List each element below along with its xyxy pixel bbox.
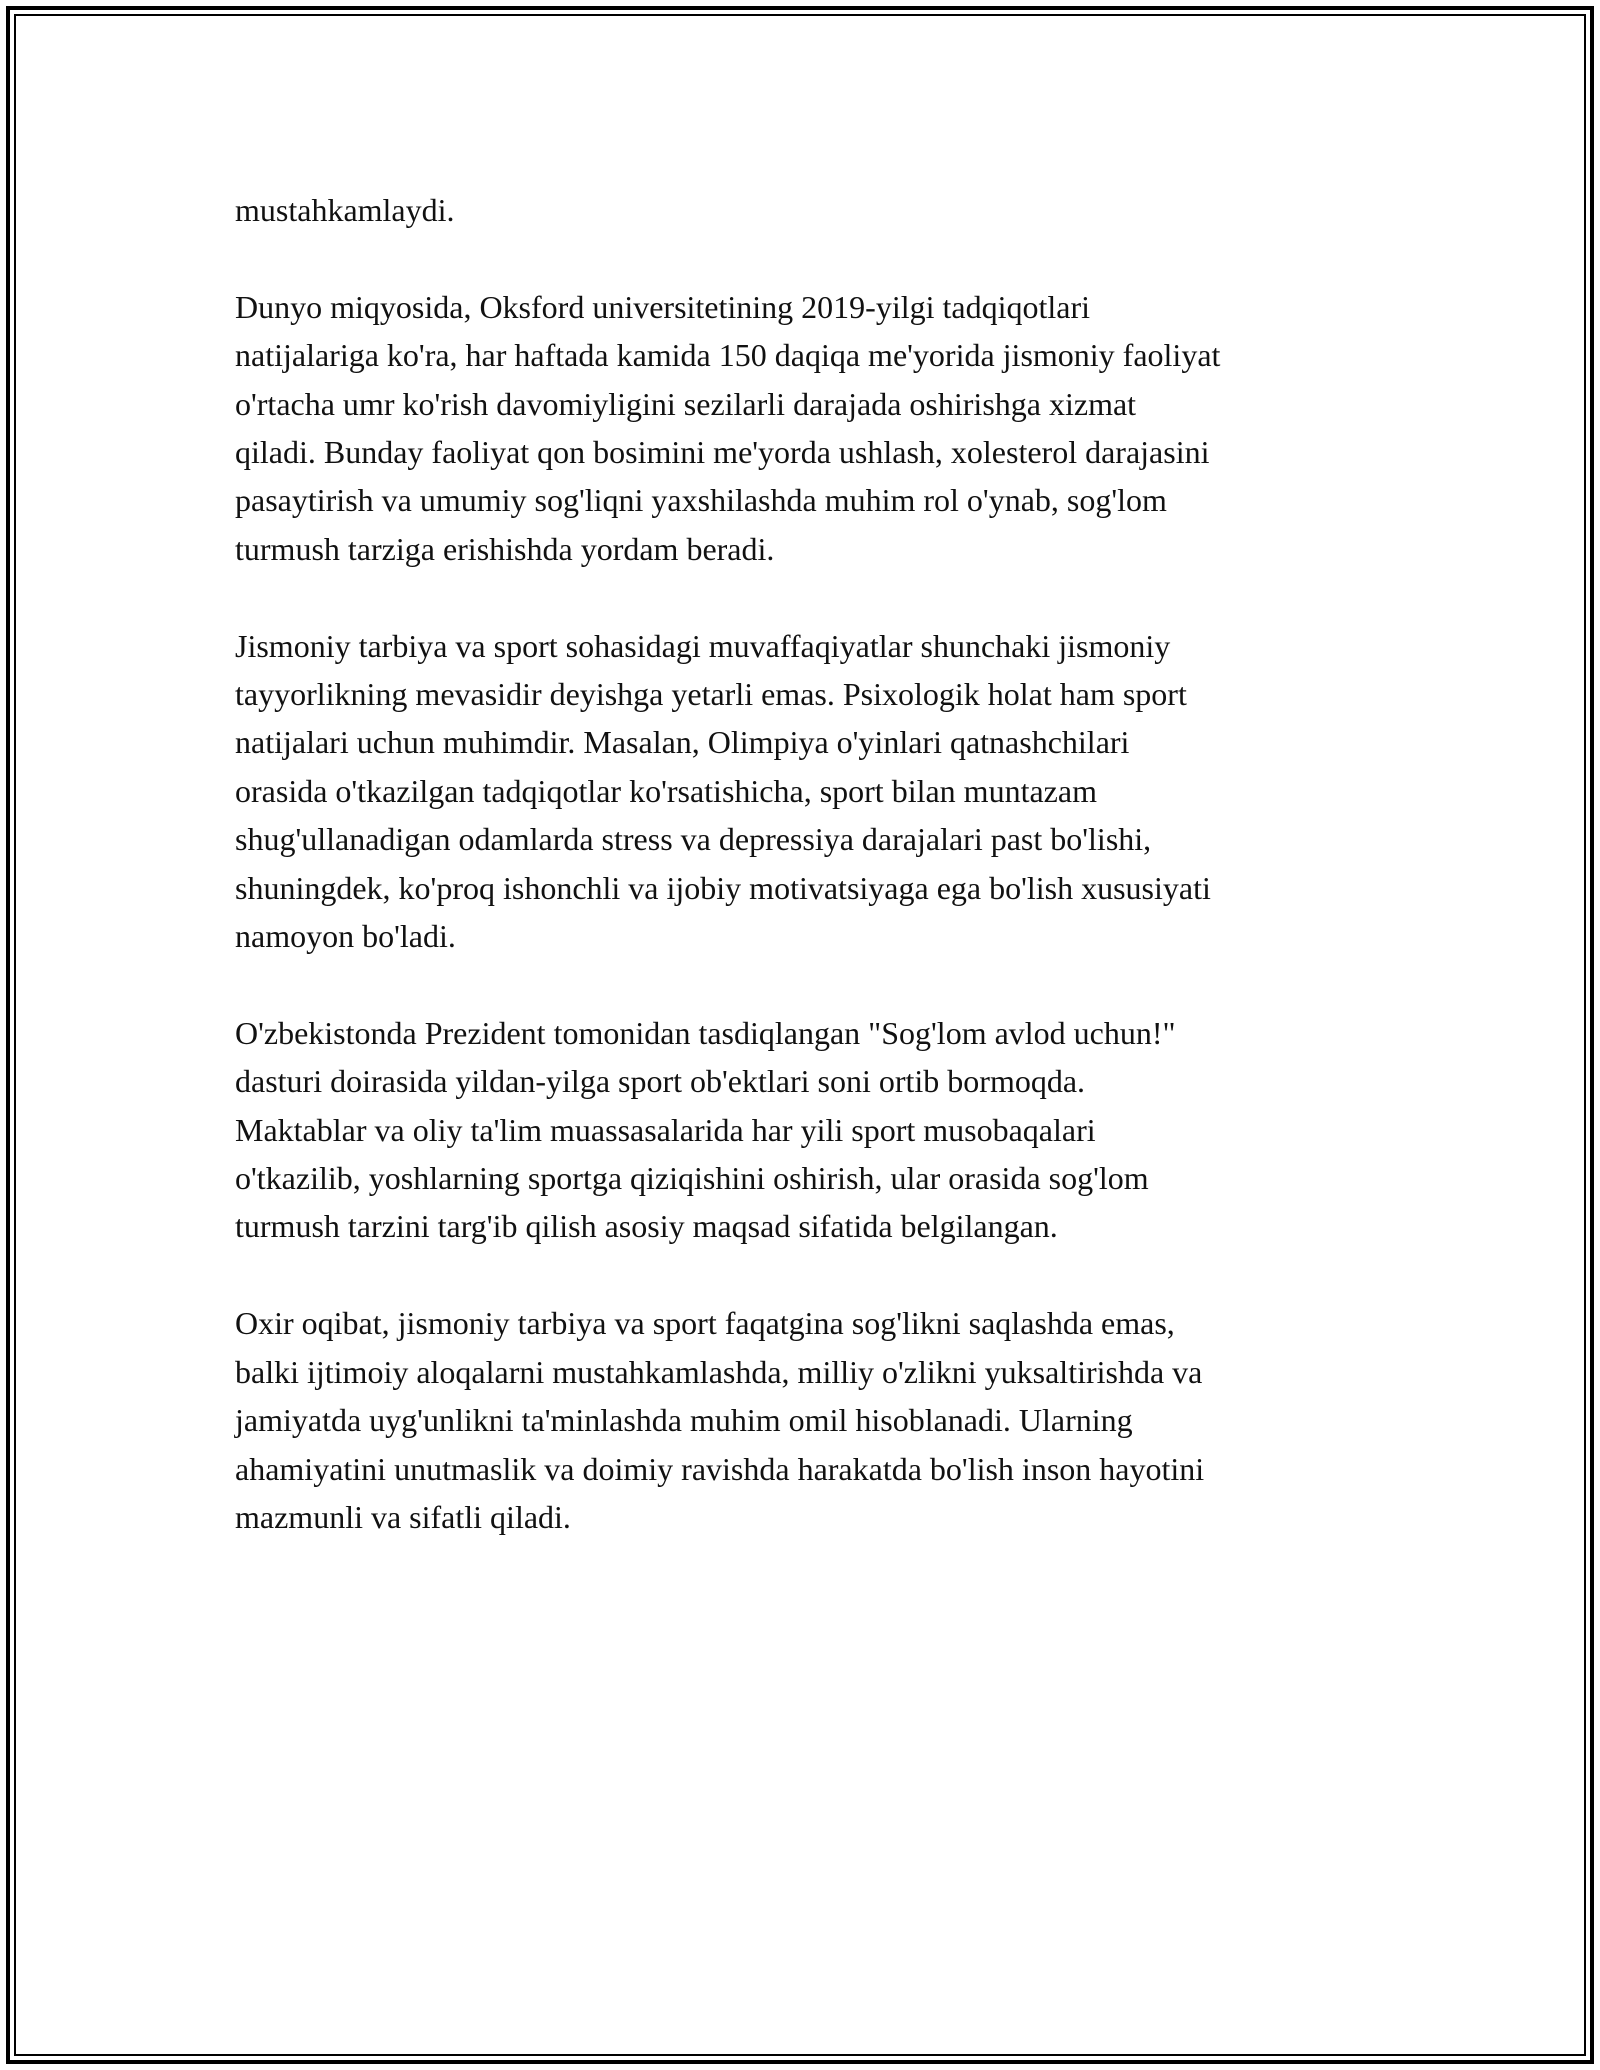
paragraph-psychology: Jismoniy tarbiya va sport sohasidagi muvaffaqiyatlar shunchaki jismoniy tayyorlikning mevasidir deyishga yetarli emas. Psixologik holat ham sport natijalari uchun muhimdir. Masalan, Olimpiya o'yinlari qatnashchilari orasida o'tkazilgan tadqiqotlar ko'rsatishicha, sport bilan muntazam shug'ullanadigan odamlarda stress va depressiya darajalari past bo'lishi, shuningdek, ko'proq ishonchli va ijobiy motivatsiyaga ega bo'lish xususiyati namoyon bo'ladi. <box>235 627 1211 955</box>
paragraph-oxford-study: Dunyo miqyosida, Oksford universitetining 2019-yilgi tadqiqotlari natijalariga ko'ra, har haftada kamida 150 daqiqa me'yorida jismoniy faoliyat o'rtacha umr ko'rish davomiyligini sezilarli darajada oshirishga xizmat qiladi. Bunday faoliyat qon bosimini me'yorda ushlash, xolesterol darajasini pasaytirish va umumiy sog'liqni yaxshilashda muhim rol o'ynab, sog'lom turmush tarziga erishishda yordam beradi. <box>235 288 1221 567</box>
paragraph-conclusion: Oxir oqibat, jismoniy tarbiya va sport faqatgina sog'likni saqlashda emas, balki ijtimoiy aloqalarni mustahkamlashda, milliy o'zlikni yuksaltirishda va jamiyatda uyg'unlikni ta'minlashda muhim omil hisoblanadi. Ularning ahamiyatini unutmaslik va doimiy ravishda harakatda bo'lish inson hayotini mazmunli va sifatli qiladi. <box>235 1305 1205 1535</box>
paragraph-uzbekistan-program: O'zbekistonda Prezident tomonidan tasdiqlangan "Sog'lom avlod uchun!" dasturi doirasida yildan-yilga sport ob'ektlari soni ortib bormoqda. Maktablar va oliy ta'lim muassasalarida har yili sport musobaqalari o'tkazilib, yoshlarning sportga qiziqishini oshirish, ular orasida sog'lom turmush tarzini targ'ib qilish asosiy maqsad sifatida belgilangan. <box>235 1014 1176 1245</box>
document-body <box>235 186 1395 1590</box>
paragraph-continuation: mustahkamlaydi. <box>235 192 455 228</box>
